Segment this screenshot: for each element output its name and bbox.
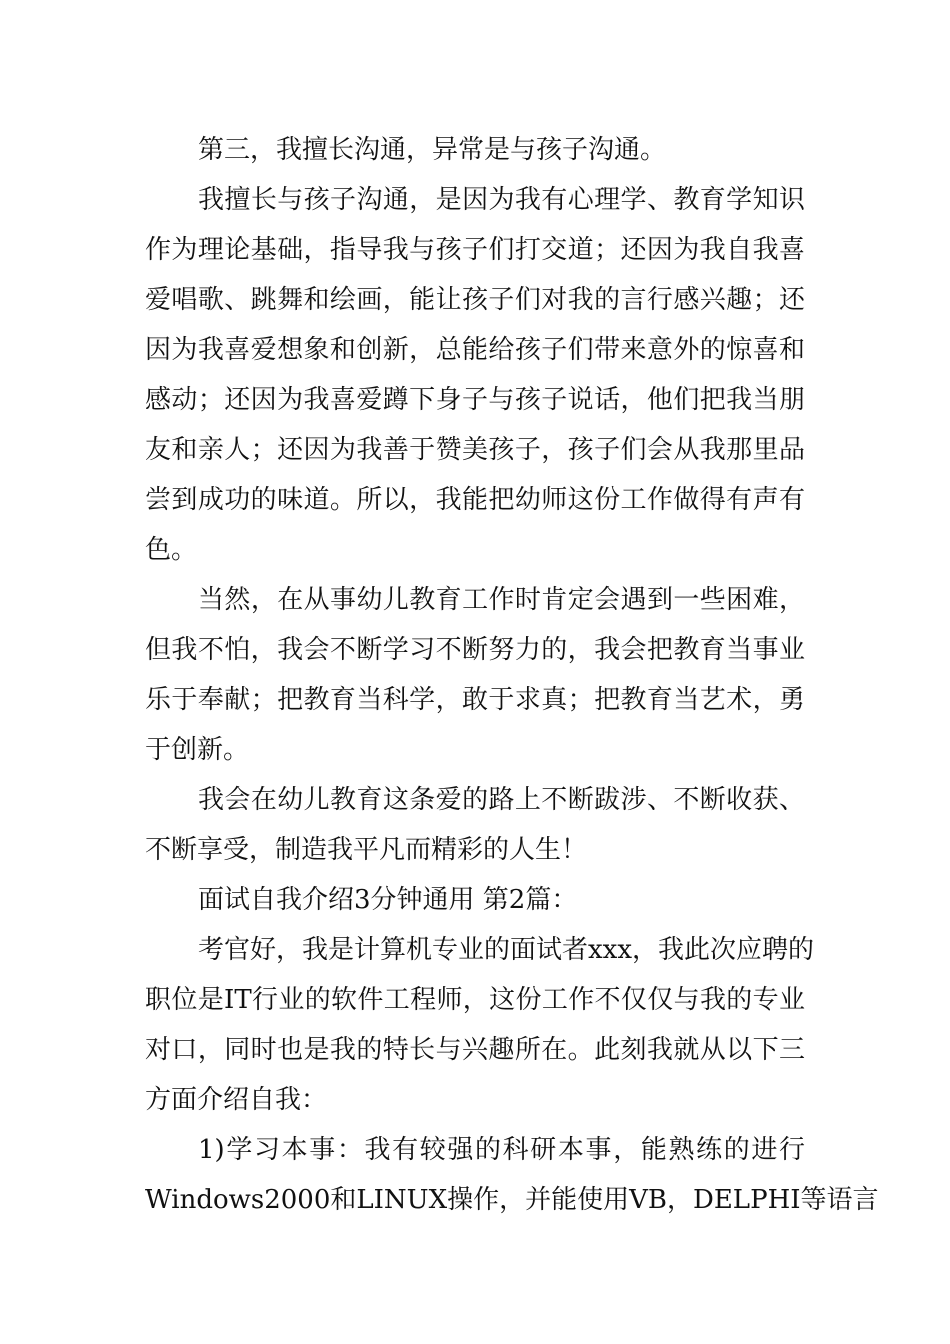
text-line: 我会在幼儿教育这条爱的路上不断跋涉、不断收获、 bbox=[198, 785, 805, 815]
text-line: 色。 bbox=[145, 535, 198, 565]
text-line: 当然，在从事幼儿教育工作时肯定会遇到一些困难， bbox=[198, 585, 805, 615]
text-line: 因为我喜爱想象和创新，总能给孩子们带来意外的惊喜和 bbox=[145, 335, 805, 365]
text-line: 尝到成功的味道。所以，我能把幼师这份工作做得有声有 bbox=[145, 485, 805, 515]
text-line: 于创新。 bbox=[145, 735, 250, 765]
text-line: 对口，同时也是我的特长与兴趣所在。此刻我就从以下三 bbox=[145, 1035, 805, 1065]
text-line: 第三，我擅长沟通，异常是与孩子沟通。 bbox=[198, 135, 667, 165]
text-line: 考官好，我是计算机专业的面试者xxx，我此次应聘的 bbox=[198, 935, 814, 965]
text-line: 职位是IT行业的软件工程师，这份工作不仅仅与我的专业 bbox=[145, 985, 805, 1015]
text-line: 但我不怕，我会不断学习不断努力的，我会把教育当事业 bbox=[145, 635, 805, 665]
text-line: 感动；还因为我喜爱蹲下身子与孩子说话，他们把我当朋 bbox=[145, 385, 805, 415]
text-line: 1)学习本事：我有较强的科研本事，能熟练的进行 bbox=[198, 1135, 805, 1165]
text-line: 作为理论基础，指导我与孩子们打交道；还因为我自我喜 bbox=[145, 235, 805, 265]
text-line: 乐于奉献；把教育当科学，敢于求真；把教育当艺术，勇 bbox=[145, 685, 805, 715]
text-line: Windows2000和LINUX操作，并能使用VB，DELPHI等语言 bbox=[145, 1185, 879, 1215]
text-line: 不断享受，制造我平凡而精彩的人生！ bbox=[145, 835, 588, 865]
text-line: 爱唱歌、跳舞和绘画，能让孩子们对我的言行感兴趣；还 bbox=[145, 285, 805, 315]
text-line: 方面介绍自我： bbox=[145, 1085, 328, 1115]
section-heading: 面试自我介绍3分钟通用 第2篇： bbox=[198, 885, 578, 915]
text-line: 我擅长与孩子沟通，是因为我有心理学、教育学知识 bbox=[198, 185, 805, 215]
text-line: 友和亲人；还因为我善于赞美孩子，孩子们会从我那里品 bbox=[145, 435, 805, 465]
